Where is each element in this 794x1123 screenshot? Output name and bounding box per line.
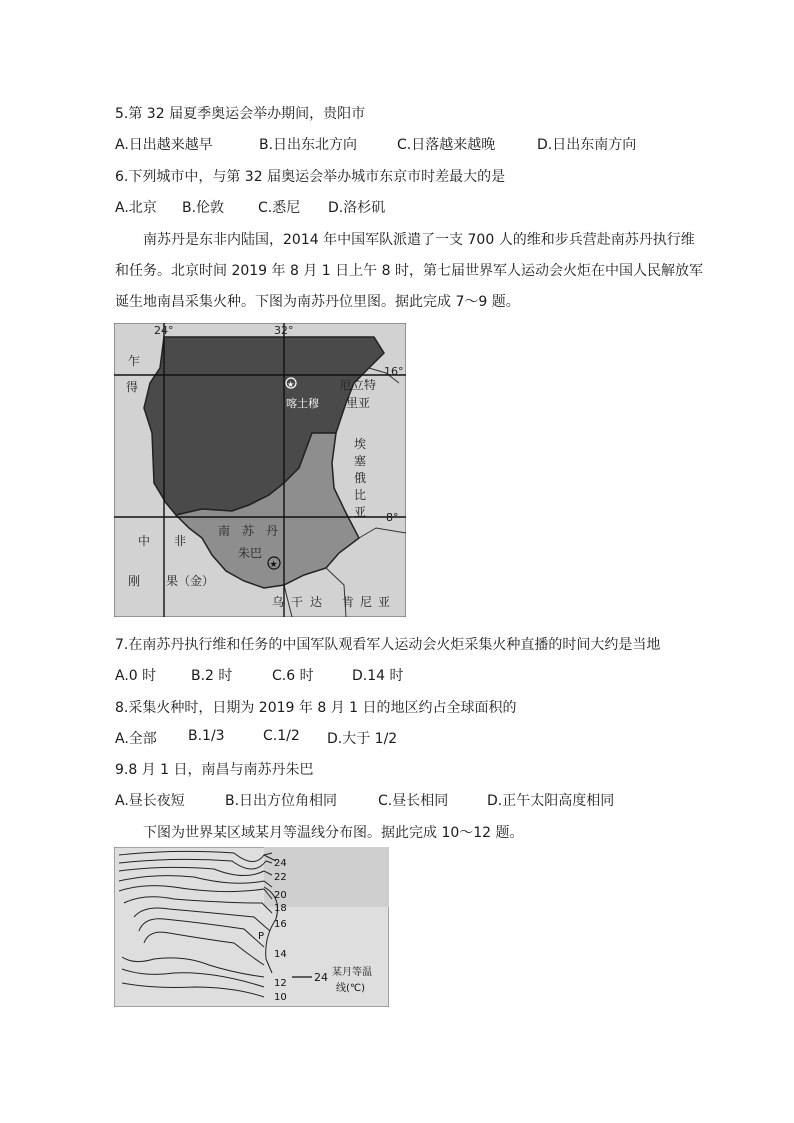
q8-option-b: B.1/3: [188, 728, 225, 744]
q7-option-a: A.0 时: [115, 668, 157, 684]
legend-value: 24: [314, 971, 328, 984]
label-chad-1: 乍: [128, 354, 141, 368]
isotherm-label-12: 12: [274, 978, 287, 989]
isotherm-label-22: 22: [274, 872, 287, 883]
label-ethiopia-5: 亚: [354, 505, 367, 519]
intro2-text: 下图为世界某区域某月等温线分布图。据此完成 10～12 题。: [143, 825, 524, 841]
svg-text:★: ★: [269, 560, 278, 570]
q9-option-a: A.昼长夜短: [115, 793, 185, 809]
label-chad-2: 得: [126, 380, 139, 394]
q8-option-d: D.大于 1/2: [327, 731, 398, 747]
isotherm-label-14: 14: [274, 949, 287, 960]
point-p-label: P: [258, 931, 265, 942]
svg-text:★: ★: [287, 380, 295, 389]
label-south-sudan-1: 南: [218, 524, 231, 538]
q5-option-c: C.日落越来越晚: [397, 137, 496, 153]
intro1-line2: 和任务。北京时间 2019 年 8 月 1 日上午 8 时，第七届世界军人运动会火炬在中国人民解放军: [115, 263, 703, 279]
q9-option-b: B.日出方位角相同: [225, 793, 338, 809]
label-khartoum: 喀土穆: [286, 397, 319, 410]
q6-stem: 6.下列城市中，与第 32 届奥运会举办城市东京市时差最大的是: [115, 169, 506, 185]
label-uganda-2: 干: [291, 595, 304, 609]
label-eritrea-2: 里亚: [346, 396, 371, 410]
q9-option-c: C.昼长相同: [378, 793, 449, 809]
label-kenya-2: 尼: [360, 595, 373, 609]
label-car-2: 非: [174, 534, 187, 548]
isotherm-label-18: 18: [274, 903, 287, 914]
label-uganda-1: 乌: [272, 595, 285, 609]
legend-text-2: 线(℃): [336, 983, 366, 994]
q9-option-d: D.正午太阳高度相同: [487, 793, 615, 809]
label-ethiopia-1: 埃: [354, 437, 367, 451]
label-ethiopia-2: 塞: [354, 454, 367, 468]
q7-option-c: C.6 时: [272, 668, 314, 684]
label-kenya-3: 亚: [378, 595, 391, 609]
label-uganda-3: 达: [310, 595, 323, 609]
isotherm-label-20: 20: [274, 890, 287, 901]
q8-option-c: C.1/2: [263, 728, 300, 744]
isotherm-label-16: 16: [274, 919, 287, 930]
isotherm-map: [114, 847, 389, 1007]
q5-option-a: A.日出越来越早: [115, 137, 213, 153]
label-congo-2: 果（金）: [166, 574, 215, 588]
intro1-line3: 诞生地南昌采集火种。下图为南苏丹位里图。据此完成 7～9 题。: [115, 294, 520, 310]
q8-option-a: A.全部: [115, 731, 157, 747]
q5-option-b: B.日出东北方向: [259, 137, 358, 153]
q7-stem: 7.在南苏丹执行维和任务的中国军队观看军人运动会火炬采集火种直播的时间大约是当地: [115, 637, 661, 653]
q6-option-a: A.北京: [115, 200, 157, 216]
q6-option-c: C.悉尼: [258, 200, 301, 216]
label-ethiopia-3: 俄: [354, 471, 367, 485]
q5-stem: 5.第 32 届夏季奥运会举办期间，贵阳市: [115, 106, 366, 122]
q8-stem: 8.采集火种时，日期为 2019 年 8 月 1 日的地区约占全球面积的: [115, 700, 517, 716]
q7-option-d: D.14 时: [352, 668, 404, 684]
label-south-sudan-2: 苏: [242, 524, 255, 538]
label-kenya-1: 肯: [342, 595, 355, 609]
q7-option-b: B.2 时: [191, 668, 233, 684]
isotherm-label-10: 10: [274, 992, 287, 1003]
south-sudan-location-map: [114, 323, 406, 617]
lon-label-32: 32°: [274, 324, 294, 337]
label-ethiopia-4: 比: [354, 488, 367, 502]
q5-option-d: D.日出东南方向: [537, 137, 637, 153]
q9-stem: 9.8 月 1 日，南昌与南苏丹朱巴: [115, 762, 314, 778]
isotherm-label-24: 24: [274, 858, 287, 869]
label-juba: 朱巴: [238, 546, 263, 560]
label-car-1: 中: [138, 534, 151, 548]
label-south-sudan-3: 丹: [266, 524, 279, 538]
lon-label-24: 24°: [154, 324, 174, 337]
lat-label-8: 8°: [386, 511, 399, 524]
q6-option-b: B.伦敦: [182, 200, 225, 216]
label-eritrea-1: 厄立特: [340, 378, 377, 392]
legend-text-1: 某月等温: [332, 967, 372, 978]
q6-option-d: D.洛杉矶: [328, 200, 386, 216]
intro1-line1: 南苏丹是东非内陆国，2014 年中国军队派遣了一支 700 人的维和步兵营赴南苏丹执行维: [143, 232, 695, 248]
label-congo-1: 刚: [128, 574, 141, 588]
lat-label-16: 16°: [384, 365, 404, 378]
